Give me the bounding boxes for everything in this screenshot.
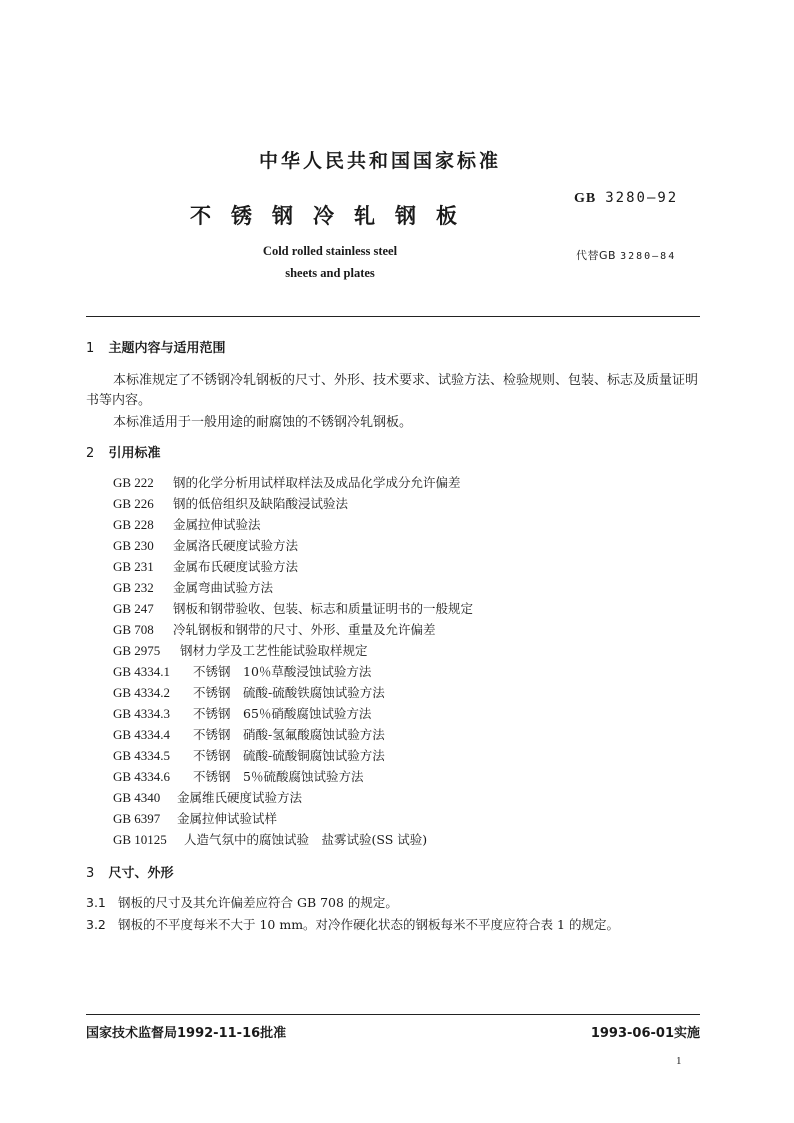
section-title: 引用标准 — [108, 446, 161, 461]
reference-item — [113, 662, 371, 680]
reference-item — [113, 557, 298, 575]
clause-number: 3.2 — [86, 917, 106, 932]
reference-item — [113, 830, 427, 848]
reference-title: 钢材力学及工艺性能试验取样规定 — [180, 643, 368, 658]
reference-title: 人造气氛中的腐蚀试验 盐雾试验(SS 试验) — [184, 832, 428, 847]
document-title-english-line2: sheets and plates — [285, 266, 375, 280]
reference-title: 钢板和钢带验收、包装、标志和质量证明书的一般规定 — [173, 601, 474, 616]
page-number: 1 — [676, 1055, 682, 1067]
reference-title: 金属布氏硬度试验方法 — [173, 559, 299, 574]
reference-code: GB 231 — [113, 559, 154, 574]
reference-title: 不锈钢 硝酸-氢氟酸腐蚀试验方法 — [193, 727, 385, 742]
reference-code: GB 6397 — [113, 811, 161, 826]
reference-code: GB 4334.2 — [113, 685, 171, 700]
reference-code: GB 222 — [113, 475, 154, 490]
issuing-authority-title: 中华人民共和国国家标准 — [258, 150, 501, 172]
replaces-number: 3280—84 — [620, 251, 677, 262]
reference-item — [113, 578, 273, 596]
reference-item — [113, 599, 473, 617]
replaces-standard — [576, 247, 676, 263]
reference-title: 钢的低倍组织及缺陷酸浸试验法 — [173, 496, 349, 511]
header-divider — [86, 316, 700, 317]
reference-item — [113, 620, 436, 638]
section-title: 主题内容与适用范围 — [108, 341, 226, 356]
reference-item — [113, 746, 385, 764]
section-1-para2: 本标准适用于一般用途的耐腐蚀的不锈钢冷轧钢板。 — [113, 415, 413, 430]
document-title-chinese: 不锈钢冷轧钢板 — [190, 204, 477, 228]
reference-item — [113, 809, 277, 827]
reference-item — [113, 536, 298, 554]
standard-label: GB — [574, 191, 597, 206]
approval-date: 国家技术监督局1992-11-16批准 — [86, 1026, 287, 1041]
reference-item — [113, 704, 371, 722]
reference-item — [113, 683, 385, 701]
replaces-label: 代替GB — [576, 249, 617, 262]
reference-code: GB 232 — [113, 580, 154, 595]
reference-item — [113, 473, 461, 491]
reference-code: GB 4334.1 — [113, 664, 171, 679]
reference-code: GB 230 — [113, 538, 154, 553]
reference-code: GB 2975 — [113, 643, 161, 658]
reference-title: 金属拉伸试验法 — [173, 517, 261, 532]
reference-item — [113, 788, 302, 806]
section-1-para1-line2: 书等内容。 — [86, 393, 152, 408]
reference-title: 不锈钢 5％硫酸腐蚀试验方法 — [193, 769, 364, 784]
reference-title: 冷轧钢板和钢带的尺寸、外形、重量及允许偏差 — [173, 622, 436, 637]
reference-title: 不锈钢 65％硝酸腐蚀试验方法 — [193, 706, 372, 721]
section-title: 尺寸、外形 — [108, 866, 174, 881]
reference-item — [113, 767, 363, 785]
reference-item — [113, 725, 385, 743]
reference-code: GB 247 — [113, 601, 154, 616]
reference-item — [113, 515, 261, 533]
document-title-english-line1: Cold rolled stainless steel — [262, 244, 398, 258]
reference-title: 不锈钢 10％草酸浸蚀试验方法 — [193, 664, 372, 679]
reference-code: GB 226 — [113, 496, 154, 511]
clause-3-2 — [86, 915, 619, 933]
clause-text: 钢板的不平度每米不大于 10 mm。对冷作硬化状态的钢板每米不平度应符合表 1 的规定。 — [117, 917, 619, 932]
reference-code: GB 4334.5 — [113, 748, 171, 763]
reference-title: 金属维氏硬度试验方法 — [177, 790, 303, 805]
reference-code: GB 708 — [113, 622, 154, 637]
standard-number-value: 3280—92 — [605, 190, 679, 206]
section-3-heading — [86, 862, 174, 881]
reference-title: 金属拉伸试验试样 — [177, 811, 278, 826]
reference-title: 金属弯曲试验方法 — [173, 580, 274, 595]
reference-title: 金属洛氏硬度试验方法 — [173, 538, 299, 553]
section-1-heading — [86, 337, 226, 356]
reference-title: 不锈钢 硫酸-硫酸铁腐蚀试验方法 — [193, 685, 385, 700]
section-number: 2 — [86, 446, 95, 461]
clause-3-1 — [86, 893, 398, 911]
section-1-para1-line1: 本标准规定了不锈钢冷轧钢板的尺寸、外形、技术要求、试验方法、检验规则、包装、标志及质量证明 — [113, 373, 699, 388]
standard-number — [574, 190, 678, 207]
reference-title: 钢的化学分析用试样取样法及成品化学成分允许偏差 — [173, 475, 461, 490]
footer-divider — [86, 1014, 700, 1015]
reference-code: GB 4334.4 — [113, 727, 171, 742]
section-2-heading — [86, 442, 161, 461]
reference-item — [113, 641, 368, 659]
reference-code: GB 228 — [113, 517, 154, 532]
clause-text: 钢板的尺寸及其允许偏差应符合 GB 708 的规定。 — [117, 895, 398, 910]
section-number: 3 — [86, 866, 95, 881]
reference-title: 不锈钢 硫酸-硫酸铜腐蚀试验方法 — [193, 748, 385, 763]
reference-code: GB 4340 — [113, 790, 161, 805]
section-number: 1 — [86, 341, 95, 356]
reference-item — [113, 494, 348, 512]
reference-code: GB 4334.6 — [113, 769, 171, 784]
clause-number: 3.1 — [86, 895, 106, 910]
effective-date: 1993-06-01实施 — [590, 1026, 700, 1041]
reference-code: GB 10125 — [113, 832, 167, 847]
reference-code: GB 4334.3 — [113, 706, 171, 721]
